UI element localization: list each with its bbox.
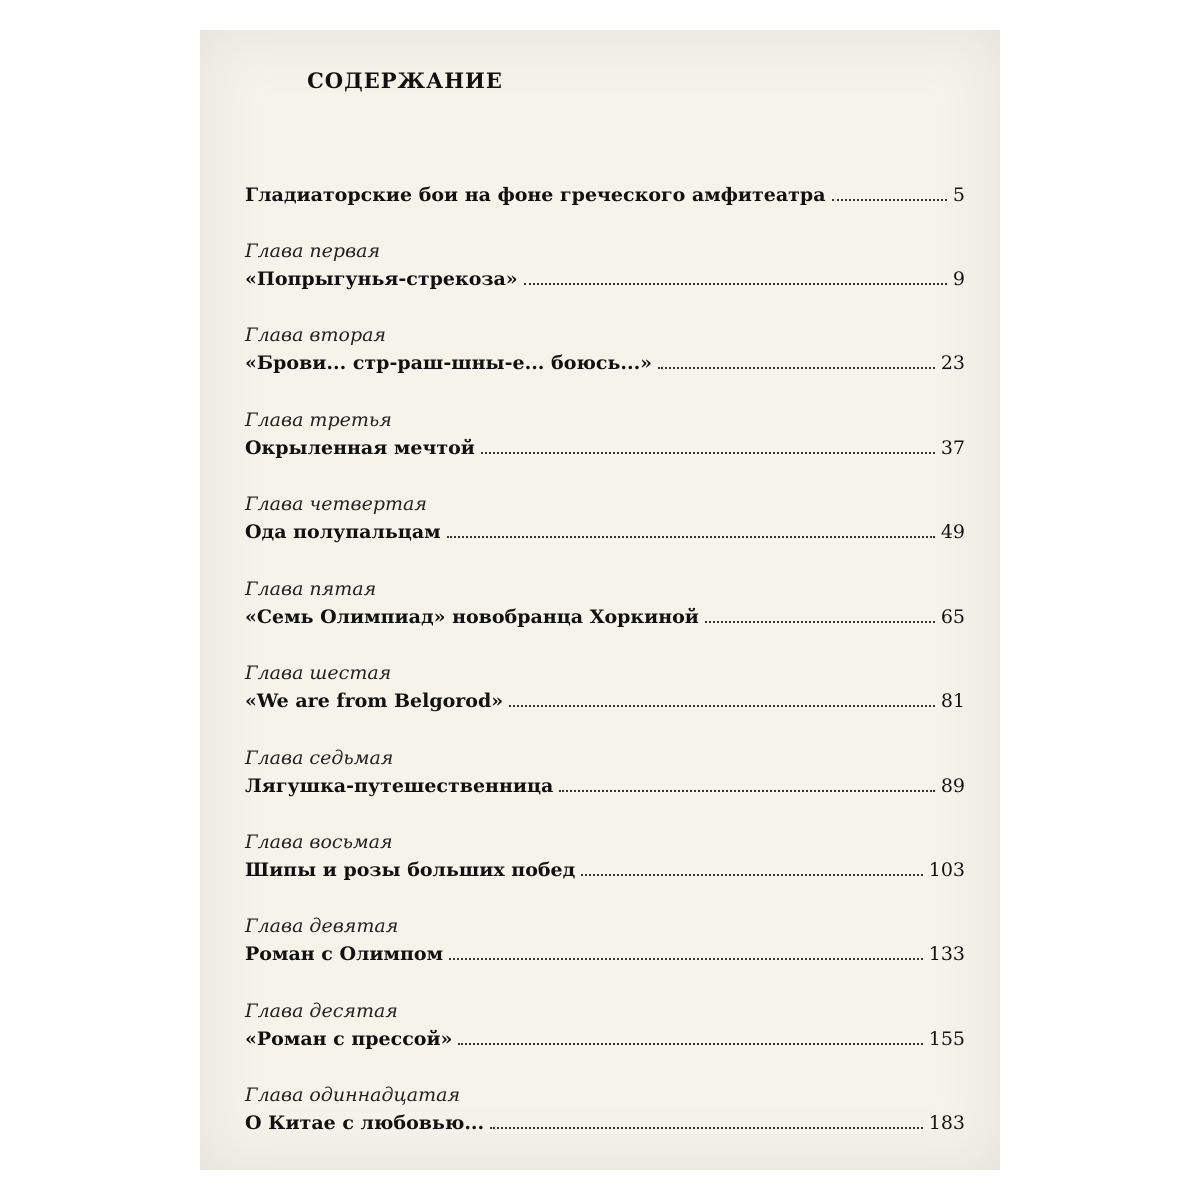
toc-entry <box>245 180 965 210</box>
chapter-label: Глава первая <box>245 240 381 262</box>
chapter-label: Глава девятая <box>245 915 399 937</box>
toc-entry <box>245 576 965 632</box>
page-title: СОДЕРЖАНИЕ <box>307 68 503 93</box>
toc-entry <box>245 745 965 801</box>
page-number: 49 <box>940 521 965 543</box>
toc-entry <box>245 1082 965 1138</box>
toc-line <box>245 771 965 801</box>
page-number: 23 <box>940 352 965 374</box>
leader-dots <box>581 874 922 876</box>
toc-entry <box>245 238 965 294</box>
entry-title: Лягушка-путешественница <box>245 775 554 797</box>
page-number: 183 <box>928 1112 965 1134</box>
leader-dots <box>490 1127 923 1129</box>
toc-entry <box>245 829 965 885</box>
chapter-label: Глава шестая <box>245 662 392 684</box>
toc-entry <box>245 913 965 969</box>
toc-line <box>245 517 965 547</box>
page-number: 65 <box>940 606 965 628</box>
toc-entry <box>245 998 965 1054</box>
leader-dots <box>458 1043 922 1045</box>
toc-entry <box>245 660 965 716</box>
leader-dots <box>481 452 935 454</box>
entry-title: О Китае с любовью... <box>245 1112 485 1134</box>
page-number: 81 <box>940 690 965 712</box>
leader-dots <box>449 958 923 960</box>
entry-title: «Семь Олимпиад» новобранца Хоркиной <box>245 606 699 628</box>
toc-line <box>245 686 965 716</box>
toc-line <box>245 1024 965 1054</box>
toc-line <box>245 602 965 632</box>
entry-title: Роман с Олимпом <box>245 943 444 965</box>
page-number: 5 <box>952 184 965 206</box>
toc-line <box>245 1108 965 1138</box>
toc-line <box>245 433 965 463</box>
leader-dots <box>705 621 935 623</box>
leader-dots <box>658 367 935 369</box>
chapter-label: Глава третья <box>245 409 392 431</box>
chapter-label: Глава седьмая <box>245 747 394 769</box>
page-number: 37 <box>940 437 965 459</box>
page-number: 89 <box>940 775 965 797</box>
toc-line <box>245 348 965 378</box>
leader-dots <box>509 705 935 707</box>
entry-title: Ода полупальцам <box>245 521 441 543</box>
leader-dots <box>524 283 947 285</box>
chapter-label: Глава четвертая <box>245 493 427 515</box>
chapter-label: Глава десятая <box>245 1000 398 1022</box>
entry-title: «Брови... стр-раш-шны-е... боюсь...» <box>245 352 653 374</box>
chapter-label: Глава пятая <box>245 578 377 600</box>
chapter-label: Глава восьмая <box>245 831 393 853</box>
entry-title: Шипы и розы больших побед <box>245 859 576 881</box>
toc-line <box>245 180 965 210</box>
entry-title: «Попрыгунья-стрекоза» <box>245 268 518 290</box>
leader-dots <box>832 199 947 201</box>
toc-entry <box>245 407 965 463</box>
page-number: 155 <box>928 1028 965 1050</box>
leader-dots <box>559 790 935 792</box>
page-number: 9 <box>952 268 965 290</box>
toc-line <box>245 939 965 969</box>
entry-title: «We are from Belgorod» <box>245 690 504 712</box>
entry-title: Окрыленная мечтой <box>245 437 475 459</box>
page-number: 103 <box>928 859 965 881</box>
toc-entry <box>245 322 965 378</box>
toc-line <box>245 855 965 885</box>
toc-entry <box>245 491 965 547</box>
toc-line <box>245 264 965 294</box>
leader-dots <box>447 536 935 538</box>
entry-title: «Роман с прессой» <box>245 1028 453 1050</box>
chapter-label: Глава одиннадцатая <box>245 1084 461 1106</box>
page-number: 133 <box>928 943 965 965</box>
entry-title: Гладиаторские бои на фоне греческого амфитеатра <box>245 184 826 206</box>
chapter-label: Глава вторая <box>245 324 387 346</box>
